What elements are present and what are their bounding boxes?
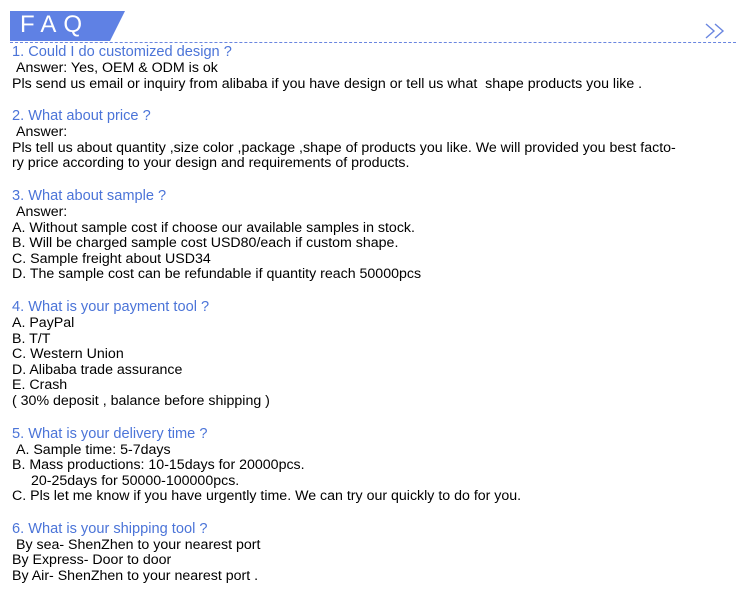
faq-answer-line: By Air- ShenZhen to your nearest port . [12, 568, 259, 585]
faq-answer-line: B. Mass productions: 10-15days for 20000pcs. [12, 457, 305, 474]
faq-question: 3. What about sample ? [12, 187, 167, 204]
faq-answer-line: C. Pls let me know if you have urgently time. We can try our quickly to do for you. [12, 488, 522, 505]
faq-answer-line: Pls tell us about quantity ,size color ,package ,shape of products you like. We will provided you best facto- [12, 139, 676, 156]
faq-question: 4. What is your payment tool ? [12, 298, 210, 315]
faq-question: 2. What about price ? [12, 108, 151, 125]
faq-answer-line: Answer: [16, 124, 68, 141]
faq-answer-line: By sea- ShenZhen to your nearest port [16, 536, 261, 553]
faq-answer-line: B. Will be charged sample cost USD80/each if custom shape. [12, 235, 399, 252]
header-divider [10, 42, 736, 43]
faq-answer-line: ry price according to your design and requirements of products. [12, 155, 410, 172]
page-title: FAQ [20, 11, 90, 38]
faq-answer-line: C. Western Union [12, 346, 124, 363]
faq-answer-line: Pls send us email or inquiry from alibaba if you have design or tell us what shape products you like . [12, 75, 643, 92]
faq-answer-line: D. Alibaba trade assurance [12, 361, 183, 378]
faq-section-price [12, 108, 742, 172]
faq-answer-line: A. Without sample cost if choose our available samples in stock. [12, 219, 415, 236]
faq-section-delivery [12, 426, 742, 505]
faq-answer-line: B. T/T [12, 330, 51, 347]
faq-answer-line: A. PayPal [12, 314, 75, 331]
faq-answer-line: By Express- Door to door [12, 552, 172, 569]
faq-answer-line: A. Sample time: 5-7days [16, 441, 171, 458]
faq-section-sample [12, 188, 742, 283]
faq-question: 6. What is your shipping tool ? [12, 520, 208, 537]
faq-answer-line: Answer: Yes, OEM & ODM is ok [16, 60, 218, 76]
faq-section-customized-design [12, 44, 742, 92]
faq-answer-line: ( 30% deposit , balance before shipping ) [12, 392, 270, 409]
faq-question: 5. What is your delivery time ? [12, 425, 208, 442]
faq-answer-line: 20-25days for 50000-100000pcs. [31, 472, 240, 489]
faq-question: 1. Could I do customized design ? [12, 44, 232, 60]
faq-answer-line: D. The sample cost can be refundable if quantity reach 50000pcs [12, 266, 422, 283]
faq-answer-line: C. Sample freight about USD34 [12, 250, 211, 267]
faq-list [12, 44, 742, 585]
faq-answer-line: Answer: [16, 203, 68, 220]
faq-section-payment [12, 299, 742, 410]
double-chevron-right-icon [703, 22, 729, 40]
faq-answer-line: E. Crash [12, 377, 68, 394]
faq-section-shipping [12, 521, 742, 585]
